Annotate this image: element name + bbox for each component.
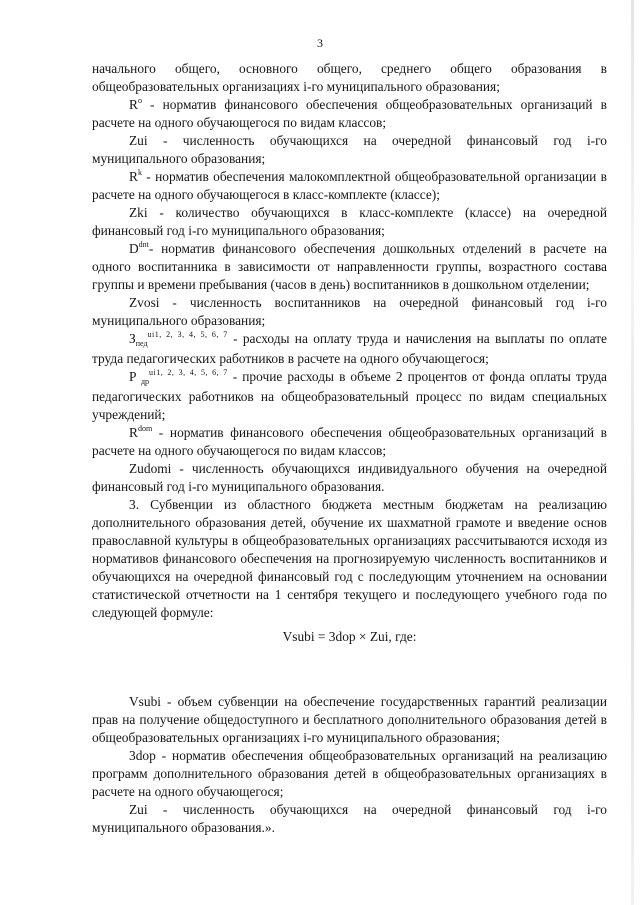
symbol-sup: k [137, 168, 142, 177]
definition-zui: Zui - численность обучающихся на очередной финансовый год i-го муниципального образования; [92, 133, 607, 166]
paragraph-3: 3. Субвенции из областного бюджета местным бюджетам на реализацию дополнительного образования детей, обучение их шахматной грамоте и введение основ православной культуры в общеобразовательных организациях рассчитываются исходя из нормативов финансового обеспечения на прогнозируемую численность воспитанников и обучающихся на очередной финансовый год с последующим уточнением на основании статистической отчетности на 1 сентября текущего и последующего учебного года по следующей формуле: [92, 497, 607, 620]
symbol-r: R [129, 425, 138, 440]
symbol-sub: др [140, 377, 150, 386]
definition-pdr [92, 368, 607, 424]
symbol-sup: o [137, 96, 142, 105]
symbol-sub: пед [135, 339, 148, 348]
definition-zdop: 3dop - норматив обеспечения общеобразовательных организаций на реализацию программ дополнительного образования детей в общеобразовательных организациях в расчете на одного обучающегося; [92, 748, 607, 799]
symbol-z: З [129, 331, 136, 346]
document-body [92, 60, 607, 837]
symbol-d: D [129, 241, 139, 256]
definition-text: - расходы на оплату труда и начисления на выплаты по оплате труда педагогических работников в расчете на одного обучающегося; [92, 331, 607, 366]
definition-ro [92, 96, 607, 132]
definition-zki: Zki - количество обучающихся в класс-комплекте (классе) на очередной финансовый год i-го муниципального образования; [92, 205, 607, 238]
symbol-sup: ui1, 2, 3, 4, 5, 6, 7 [149, 368, 228, 377]
paragraph-continuation: начального общего, основного общего, среднего общего образования в общеобразовательных организациях i-го муниципального образования; [92, 61, 607, 94]
definition-vsubi: Vsubi - объем субвенции на обеспечение государственных гарантий реализации прав на получение общедоступного и бесплатного дополнительного образования детей в общеобразовательных организациях i-го муниципального образования; [92, 694, 607, 745]
definition-zui-2: Zui - численность обучающихся на очередной финансовый год i-го муниципального образования.». [92, 802, 607, 835]
definition-text: - норматив финансового обеспечения общеобразовательных организаций в расчете на одного обучающегося по видам классов; [92, 425, 607, 458]
definition-ddnt [92, 240, 607, 294]
definition-text: - норматив обеспечения малокомплектной общеобразовательной организации в расчете на одного обучающегося в класс-комплекте (классе); [92, 169, 607, 202]
symbol-r: R [129, 97, 138, 112]
symbol-sup: dom [137, 424, 153, 433]
symbol-sup: ui1, 2, 3, 4, 5, 6, 7 [147, 330, 228, 339]
definition-rk [92, 168, 607, 204]
definition-rdom [92, 424, 607, 460]
symbol-r: R [129, 169, 138, 184]
symbol-sup: dnt [138, 240, 149, 249]
definition-zped [92, 330, 607, 368]
definition-text: - норматив финансового обеспечения дошкольных отделений в расчете на одного воспитанника в зависимости от направленности группы, возрастного состава группы и времени пребывания (часов в день) воспитанников в дошкольном отделении; [92, 241, 607, 292]
definition-text: - норматив финансового обеспечения общеобразовательных организаций в расчете на одного обучающегося по видам классов; [92, 97, 607, 130]
definition-zudomi: Zudomi - численность обучающихся индивидуального обучения на очередной финансовый год i-го муниципального образования. [92, 461, 607, 494]
scan-edge-shadow [631, 0, 634, 905]
symbol-p: P [129, 369, 136, 384]
definition-zvosi: Zvosi - численность воспитанников на очередной финансовый год i-го муниципального образования; [92, 295, 607, 328]
definition-text: - прочие расходы в объеме 2 процентов от фонда оплаты труда педагогических работников на общеобразовательный процесс по видам специальных учреждений; [92, 369, 607, 422]
page-number: 3 [317, 36, 323, 50]
formula: Vsubi = 3dop × Zui, где: [282, 629, 417, 644]
